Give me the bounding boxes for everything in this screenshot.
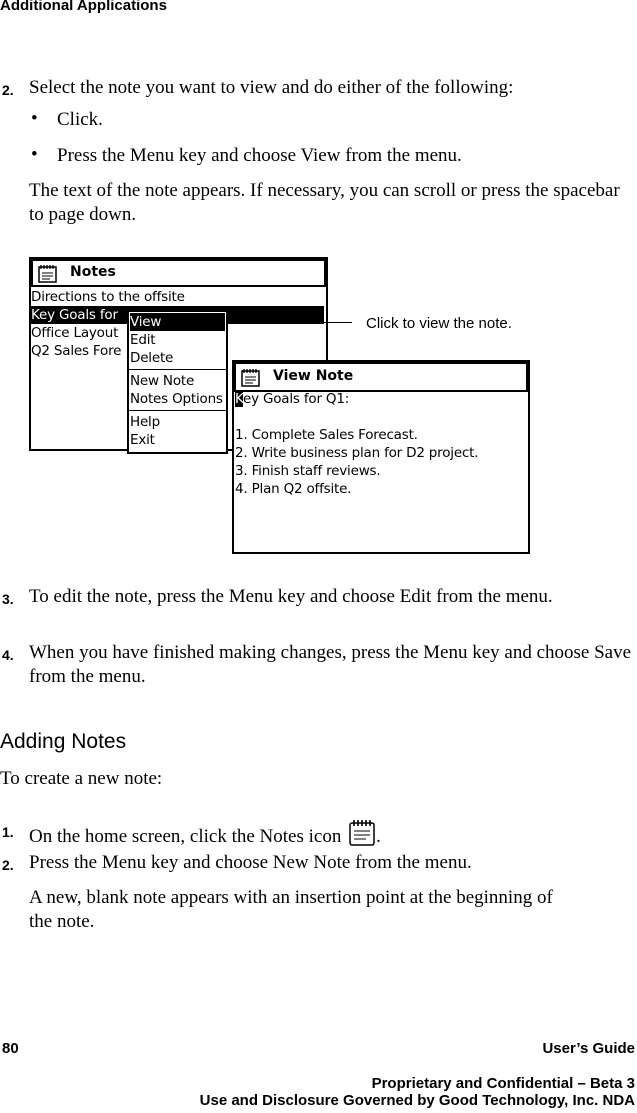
- list-item[interactable]: Directions to the offsite: [31, 289, 185, 305]
- callout-label: Click to view the note.: [366, 315, 512, 332]
- view-note-titlebar: [234, 362, 528, 392]
- note-line: 4. Plan Q2 offsite.: [235, 481, 352, 497]
- confidential-notice: Proprietary and Confidential – Beta 3: [371, 1075, 635, 1092]
- step-suffix: .: [376, 826, 381, 847]
- screenshot-figure: [0, 250, 637, 560]
- bullet-text: Press the Menu key and choose View from the menu.: [57, 145, 462, 166]
- step-text: Select the note you want to view and do either of the following:: [29, 77, 514, 98]
- step-number: 2.: [2, 857, 14, 873]
- paragraph: To create a new note:: [0, 768, 163, 789]
- paragraph: A new, blank note appears with an insertion point at the beginning of the note.: [29, 887, 553, 932]
- note-first-line: [235, 390, 349, 408]
- list-item[interactable]: Q2 Sales Fore: [31, 343, 122, 359]
- step-text: When you have finished making changes, press the Menu key and choose Save from the menu.: [29, 642, 632, 687]
- step-text: Press the Menu key and choose New Note from the menu.: [29, 852, 472, 873]
- paragraph: The text of the note appears. If necessary, you can scroll or press the spacebar to page down.: [29, 180, 620, 225]
- page-number: 80: [2, 1040, 19, 1057]
- notes-title: Notes: [70, 264, 116, 280]
- note-line: 2. Write business plan for D2 project.: [235, 445, 479, 461]
- view-note-window: [232, 360, 530, 554]
- menu-item-help[interactable]: Help: [130, 414, 160, 430]
- menu-item-view[interactable]: View: [130, 313, 225, 331]
- callout-line: [240, 322, 352, 323]
- view-note-title: View Note: [273, 368, 354, 384]
- note-line: 3. Finish staff reviews.: [235, 463, 381, 479]
- insertion-cursor: K: [235, 391, 243, 407]
- step-number: 2.: [2, 82, 14, 98]
- nda-notice: Use and Disclosure Governed by Good Technology, Inc. NDA: [199, 1092, 635, 1109]
- list-item-selected[interactable]: Key Goals for: [31, 306, 324, 324]
- guide-title: User’s Guide: [542, 1040, 635, 1057]
- notepad-icon: [37, 263, 59, 288]
- bullet-icon: •: [31, 144, 38, 165]
- menu-divider: [129, 410, 226, 411]
- note-text: ey Goals for Q1:: [242, 391, 350, 407]
- step-number: 3.: [2, 591, 14, 607]
- menu-item-exit[interactable]: Exit: [130, 432, 155, 448]
- notes-app-icon: [348, 818, 376, 853]
- section-heading: Adding Notes: [0, 730, 127, 753]
- step-text: To edit the note, press the Menu key and choose Edit from the menu.: [29, 586, 553, 607]
- menu-item-edit[interactable]: Edit: [130, 332, 156, 348]
- menu-divider: [129, 369, 226, 370]
- step-number: 4.: [2, 647, 14, 663]
- bullet-text: Click.: [57, 109, 103, 130]
- step-number: 1.: [2, 824, 14, 840]
- step-text-with-icon: [29, 818, 381, 853]
- list-item[interactable]: Office Layout: [31, 325, 119, 341]
- running-header: Additional Applications: [0, 0, 167, 14]
- note-line: 1. Complete Sales Forecast.: [235, 427, 418, 443]
- menu-item-delete[interactable]: Delete: [130, 350, 174, 366]
- notepad-icon: [240, 367, 262, 392]
- bullet-icon: •: [31, 108, 38, 129]
- notes-titlebar: [31, 259, 326, 287]
- step-text: On the home screen, click the Notes icon: [29, 826, 342, 847]
- menu-item-notes-options[interactable]: Notes Options: [130, 391, 223, 407]
- menu-item-new-note[interactable]: New Note: [130, 373, 195, 389]
- context-menu: [127, 310, 228, 454]
